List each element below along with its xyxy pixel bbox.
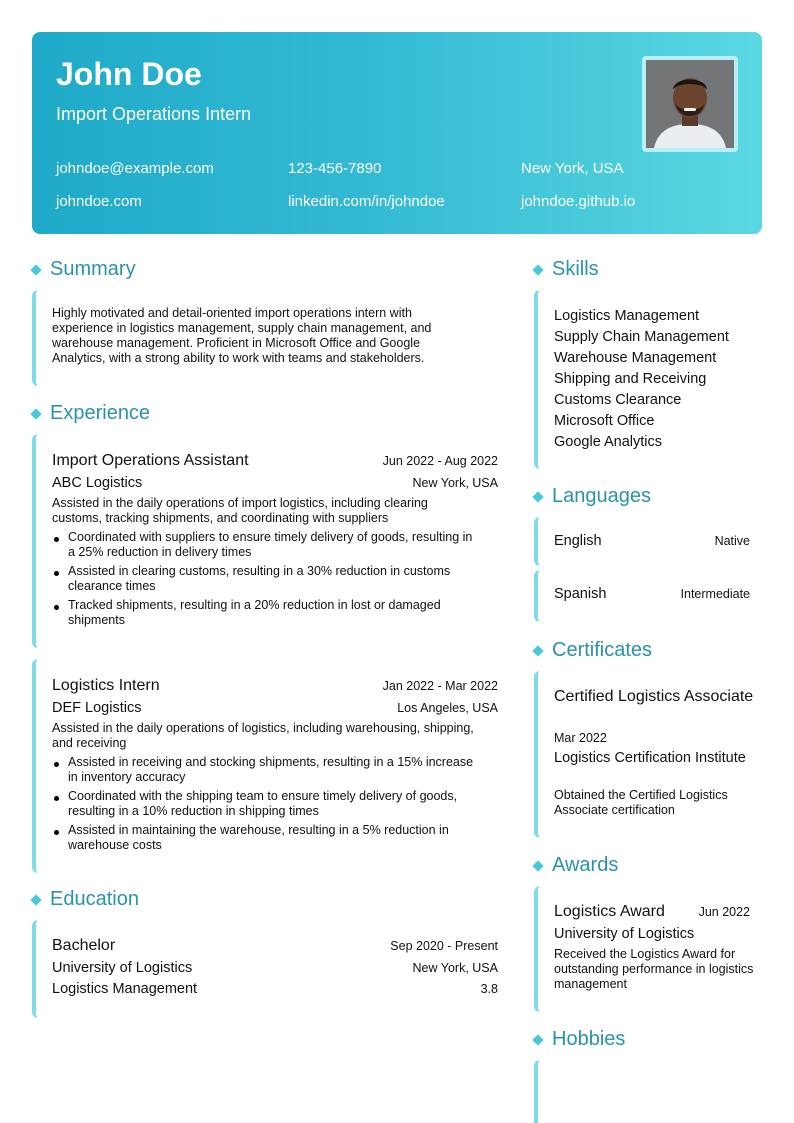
language-level: Native <box>714 534 750 548</box>
diamond-icon <box>30 264 41 275</box>
profile-photo <box>642 56 738 152</box>
diamond-icon <box>532 1034 543 1045</box>
diamond-icon <box>30 894 41 905</box>
languages-heading: Languages <box>532 485 651 508</box>
hobbies-heading: Hobbies <box>532 1028 625 1051</box>
resume-header <box>32 32 762 234</box>
list-item: Assisted in clearing customs, resulting in a 30% reduction in customs clearance times <box>52 564 482 594</box>
certificate-name: Certified Logistics Associate <box>554 688 754 705</box>
diamond-icon <box>532 264 543 275</box>
company-name: ABC Logistics <box>52 475 143 491</box>
summary-heading: Summary <box>30 258 136 281</box>
experience-item <box>32 659 497 873</box>
gpa: 3.8 <box>480 982 498 996</box>
contact-phone[interactable]: 123-456-7890 <box>288 160 382 177</box>
job-description: Assisted in the daily operations of import logistics, including clearing customs, tracking shipments, and coordinating with suppliers <box>52 496 428 525</box>
award-description: Received the Logistics Award for outstanding performance in logistics management <box>554 947 754 991</box>
list-item: Tracked shipments, resulting in a 20% reduction in lost or damaged shipments <box>52 598 482 628</box>
diamond-icon <box>532 860 543 871</box>
language-name: English <box>554 533 602 549</box>
award-issuer: University of Logistics <box>554 926 695 942</box>
summary-text: Highly motivated and detail-oriented import operations intern with experience in logistics management, supply chain management, and warehouse management. Proficient in Microsoft Office and Google Analytics, with a strong ability to work with teams and stakeholders. <box>52 306 432 365</box>
contact-linkedin[interactable]: linkedin.com/in/johndoe <box>288 193 445 210</box>
achievement-list <box>52 755 482 857</box>
certificate-issuer: Logistics Certification Institute <box>554 750 746 766</box>
job-dates: Jun 2022 - Aug 2022 <box>382 454 498 468</box>
certificate-description: Obtained the Certified Logistics Associate certification <box>554 788 728 817</box>
contact-location: New York, USA <box>521 160 624 177</box>
list-item: Assisted in maintaining the warehouse, resulting in a 5% reduction in warehouse costs <box>52 823 482 853</box>
candidate-title: Import Operations Intern <box>56 104 252 124</box>
job-location: New York, USA <box>412 476 498 490</box>
language-name: Spanish <box>554 586 607 602</box>
list-item: Assisted in receiving and stocking shipments, resulting in a 15% increase in inventory accuracy <box>52 755 482 785</box>
hobbies-block <box>534 1060 762 1123</box>
summary-block <box>32 290 497 386</box>
job-location: Los Angeles, USA <box>397 701 498 715</box>
award-date: Jun 2022 <box>698 905 750 919</box>
language-item <box>534 570 762 622</box>
job-description: Assisted in the daily operations of logistics, including warehousing, shipping, and receiving <box>52 721 474 750</box>
list-item: Logistics Management <box>554 308 700 324</box>
company-name: DEF Logistics <box>52 700 142 716</box>
list-item: Microsoft Office <box>554 413 655 429</box>
experience-heading: Experience <box>30 402 150 425</box>
list-item: Coordinated with suppliers to ensure timely delivery of goods, resulting in a 25% reduction in delivery times <box>52 530 482 560</box>
language-level: Intermediate <box>680 587 750 601</box>
achievement-list <box>52 530 482 632</box>
education-block <box>32 920 497 1018</box>
education-heading: Education <box>30 888 139 911</box>
experience-item <box>32 434 497 648</box>
list-item: Supply Chain Management <box>554 329 729 345</box>
skills-list <box>554 306 729 453</box>
skills-block <box>534 290 762 469</box>
list-item: Customs Clearance <box>554 392 682 408</box>
list-item: Google Analytics <box>554 434 663 450</box>
candidate-name: John Doe <box>56 56 202 92</box>
certificate-item <box>534 671 762 838</box>
awards-heading: Awards <box>532 854 618 877</box>
list-item: Shipping and Receiving <box>554 371 707 387</box>
field-of-study: Logistics Management <box>52 981 198 997</box>
job-title: Logistics Intern <box>52 677 160 694</box>
school-name: University of Logistics <box>52 960 193 976</box>
list-item: Coordinated with the shipping team to ensure timely delivery of goods, resulting in a 10% reduction in shipping times <box>52 789 482 819</box>
diamond-icon <box>30 408 41 419</box>
degree: Bachelor <box>52 937 116 954</box>
contact-github[interactable]: johndoe.github.io <box>521 193 636 210</box>
contact-website[interactable]: johndoe.com <box>56 193 142 210</box>
award-name: Logistics Award <box>554 903 665 920</box>
job-title: Import Operations Assistant <box>52 452 249 469</box>
school-location: New York, USA <box>412 961 498 975</box>
certificates-heading: Certificates <box>532 639 652 662</box>
award-item <box>534 886 762 1012</box>
job-dates: Jan 2022 - Mar 2022 <box>382 679 498 693</box>
language-item <box>534 517 762 566</box>
list-item: Warehouse Management <box>554 350 717 366</box>
contact-email[interactable]: johndoe@example.com <box>56 160 214 177</box>
skills-heading: Skills <box>532 258 599 281</box>
diamond-icon <box>532 645 543 656</box>
education-dates: Sep 2020 - Present <box>390 939 498 953</box>
certificate-date: Mar 2022 <box>554 731 607 745</box>
diamond-icon <box>532 491 543 502</box>
